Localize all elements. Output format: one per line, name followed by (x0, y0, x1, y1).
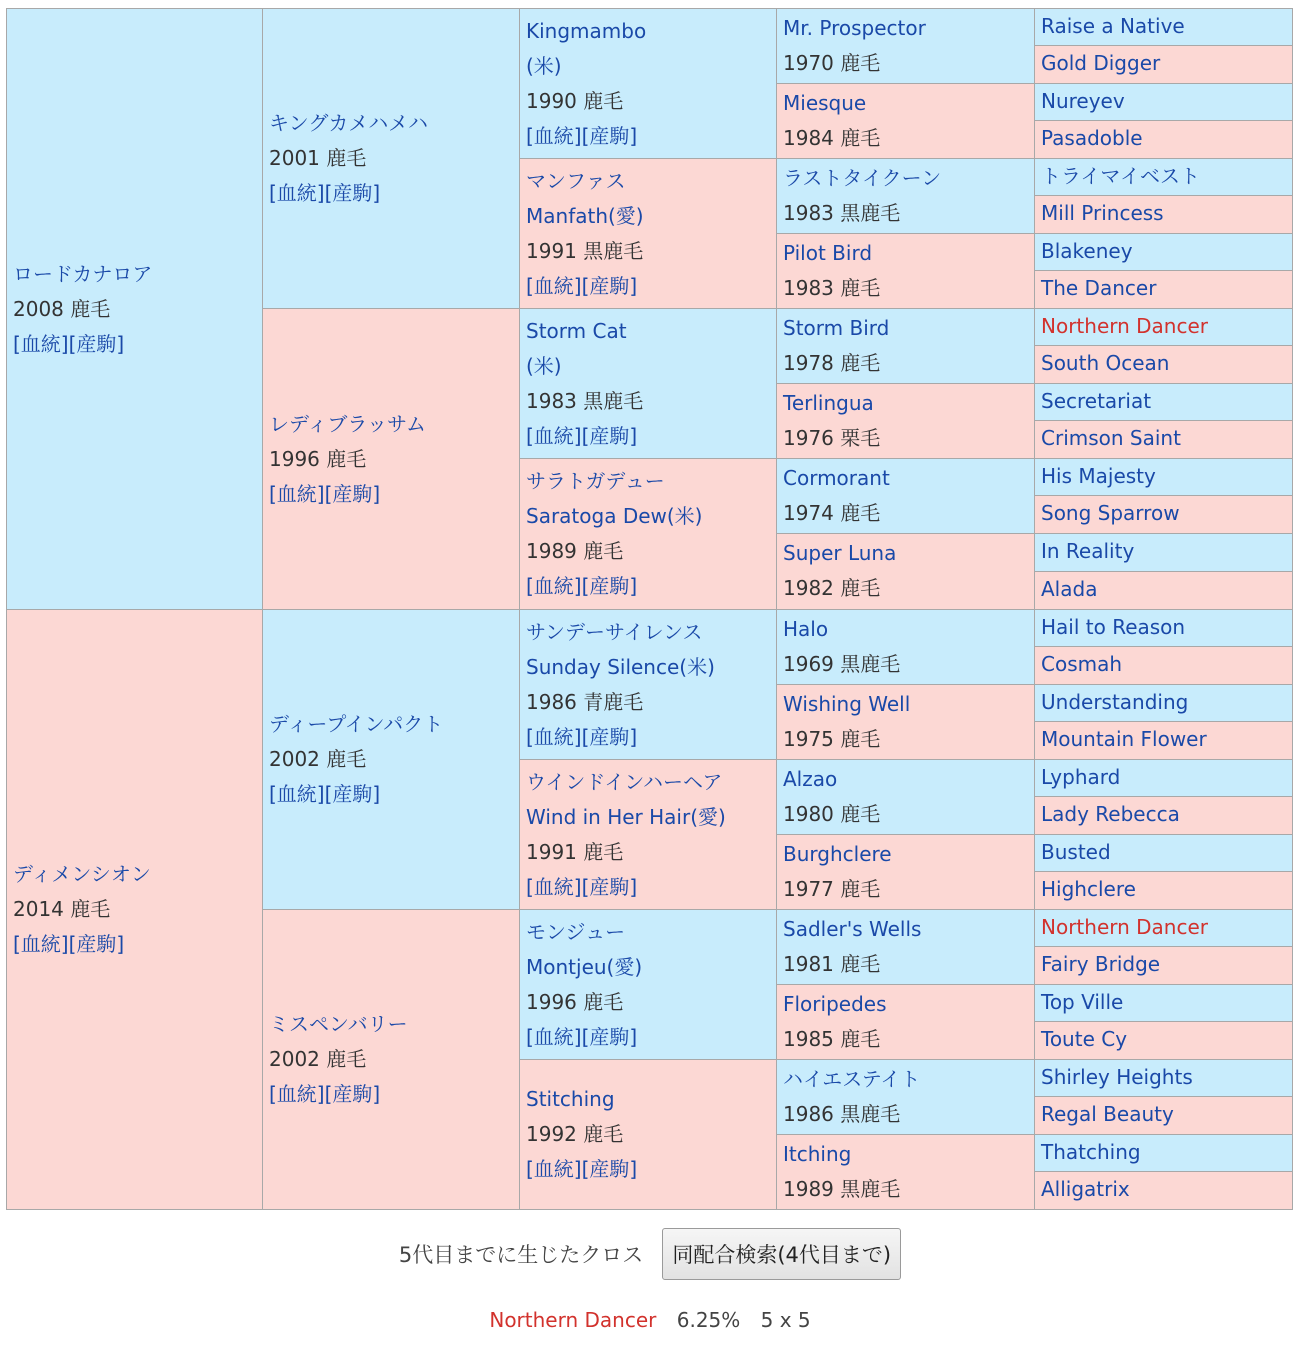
gen5-cell (1034, 1059, 1293, 1097)
horse-name-link[interactable]: レディブラッサム (269, 411, 426, 436)
gen2-cell (262, 8, 520, 309)
horse-name-link[interactable]: Alligatrix (1041, 1177, 1130, 1201)
gen5-cell (1034, 1171, 1293, 1210)
gen5-cell (1034, 609, 1293, 647)
gen5-cell (1034, 1021, 1293, 1060)
gen4-cell (776, 458, 1035, 534)
horse-year-color: 1992 鹿毛 (526, 1122, 624, 1146)
gen5-cell (1034, 759, 1293, 797)
pedigree-table (6, 8, 1293, 1210)
horse-links (526, 419, 776, 454)
horse-year-color: 1975 鹿毛 (783, 727, 881, 751)
horse-name-link[interactable]: Toute Cy (1041, 1027, 1128, 1051)
horse-name-link[interactable]: トライマイベスト (1041, 164, 1200, 188)
horse-year-color: 1983 黒鹿毛 (526, 388, 644, 413)
horse-year-color: 1983 鹿毛 (783, 276, 881, 300)
horse-name-link[interactable]: サンデーサイレンス (526, 619, 703, 644)
gen5-cell (1034, 646, 1293, 685)
cross-list-item (0, 1308, 1300, 1332)
gen5-cell (1034, 684, 1293, 722)
horse-name-link[interactable]: Hail to Reason (1041, 615, 1186, 639)
pedigree-link[interactable]: [血統] (526, 123, 582, 148)
gen5-cell (1034, 158, 1293, 196)
gen5-cell (1034, 458, 1293, 496)
horse-year-color: 1996 鹿毛 (526, 989, 624, 1014)
horse-name-link[interactable]: Super Luna (783, 541, 897, 565)
horse-name-link[interactable]: Crimson Saint (1041, 426, 1181, 450)
gen4-cell (776, 834, 1035, 910)
horse-name-link[interactable]: Busted (1041, 840, 1111, 864)
horse-links (13, 927, 262, 962)
cross-generation: 5 x 5 (760, 1308, 811, 1332)
horse-name-link[interactable]: Alzao (783, 767, 838, 791)
horse-year-color: 1969 黒鹿毛 (783, 652, 901, 676)
offspring-link[interactable]: [産駒] (324, 481, 381, 506)
horse-year-color: 1970 鹿毛 (783, 51, 881, 75)
horse-name-link[interactable]: Top Ville (1041, 990, 1124, 1014)
horse-links (526, 1020, 776, 1055)
gen5-cell (1034, 571, 1293, 610)
gen4-cell (776, 83, 1035, 159)
horse-links (269, 477, 519, 512)
horse-name-link[interactable]: Alada (1041, 577, 1098, 601)
horse-name-link[interactable]: Storm Bird (783, 316, 890, 340)
gen3-cell (519, 8, 777, 159)
gen4-cell (776, 1134, 1035, 1210)
gen3-cell (519, 759, 777, 910)
gen4-cell (776, 759, 1035, 835)
horse-name-link[interactable]: Wishing Well (783, 692, 911, 716)
horse-name-link[interactable]: モンジュー (526, 919, 626, 944)
offspring-link[interactable]: [産駒] (324, 1082, 381, 1106)
horse-name-link[interactable]: Halo (783, 617, 829, 641)
horse-native-name: (米) (526, 53, 562, 78)
horse-name-link[interactable]: Nureyev (1041, 89, 1125, 113)
horse-name-link[interactable]: Highclere (1041, 877, 1136, 901)
gen5-cell (1034, 420, 1293, 459)
horse-links (526, 870, 776, 905)
horse-year-color: 1984 鹿毛 (783, 126, 881, 150)
horse-links (269, 176, 519, 211)
horse-name-link[interactable]: ディメンシオン (13, 862, 151, 886)
horse-name-link[interactable]: Raise a Native (1041, 14, 1185, 38)
offspring-link[interactable]: [産駒] (324, 181, 381, 205)
horse-name-link[interactable]: Pasadoble (1041, 126, 1143, 150)
gen4-cell (776, 8, 1035, 84)
horse-name-link[interactable]: マンファス (526, 168, 626, 193)
horse-name-link[interactable]: Song Sparrow (1041, 501, 1180, 525)
horse-name-link[interactable]: Pilot Bird (783, 241, 873, 265)
horse-name-link[interactable]: Fairy Bridge (1041, 952, 1161, 976)
horse-links (526, 269, 776, 304)
gen1-cell-dam (6, 609, 263, 1210)
horse-year-color: 1989 黒鹿毛 (783, 1177, 901, 1201)
pedigree-link[interactable]: [血統] (269, 782, 325, 806)
horse-name-link[interactable]: ミスペンバリー (269, 1012, 408, 1036)
horse-name-link[interactable]: In Reality (1041, 539, 1135, 563)
offspring-link[interactable]: [産駒] (68, 331, 125, 356)
gen5-cell (1034, 345, 1293, 384)
pedigree-link[interactable]: [血統] (269, 1082, 325, 1106)
horse-year-color: 2014 鹿毛 (13, 897, 111, 921)
horse-links (269, 777, 519, 812)
gen5-cell (1034, 984, 1293, 1022)
horse-year-color: 1977 鹿毛 (783, 877, 881, 901)
gen4-cell (776, 233, 1035, 309)
horse-year-color: 2002 鹿毛 (269, 747, 367, 771)
horse-name-link[interactable]: The Dancer (1041, 276, 1157, 300)
horse-year-color: 1986 黒鹿毛 (783, 1102, 901, 1126)
horse-name-link[interactable]: Terlingua (783, 391, 874, 415)
offspring-link[interactable]: [産駒] (581, 273, 638, 298)
horse-name-link[interactable]: Burghclere (783, 842, 892, 866)
horse-native-name: Sunday Silence(米) (526, 654, 715, 679)
horse-name-link[interactable]: Northern Dancer (1041, 915, 1209, 939)
gen4-cell (776, 383, 1035, 459)
gen5-cell (1034, 270, 1293, 309)
pedigree-link[interactable]: [血統] (13, 331, 69, 356)
horse-year-color: 1986 青鹿毛 (526, 689, 644, 714)
gen5-cell (1034, 834, 1293, 872)
gen4-cell (776, 308, 1035, 384)
pedigree-link[interactable]: [血統] (526, 574, 582, 598)
horse-links (526, 119, 776, 154)
gen2-cell (262, 609, 520, 910)
horse-year-color: 1983 黒鹿毛 (783, 201, 901, 225)
gen4-cell (776, 684, 1035, 760)
horse-name-link[interactable]: ディープインパクト (269, 712, 444, 736)
gen5-cell (1034, 383, 1293, 421)
horse-year-color: 1991 黒鹿毛 (526, 238, 644, 263)
horse-name-link[interactable]: Floripedes (783, 992, 887, 1016)
horse-year-color: 1974 鹿毛 (783, 501, 881, 525)
gen5-cell (1034, 871, 1293, 910)
horse-name-link[interactable]: ウインドインハーヘア (526, 769, 723, 794)
pedigree-link[interactable]: [血統] (269, 481, 325, 506)
horse-name-link[interactable]: Mill Princess (1041, 201, 1164, 225)
horse-name-link[interactable]: Mountain Flower (1041, 727, 1207, 751)
horse-year-color: 1985 鹿毛 (783, 1027, 881, 1051)
horse-name-link[interactable]: Itching (783, 1142, 852, 1166)
same-breeding-search-button[interactable]: 同配合検索(4代目まで) (662, 1228, 901, 1280)
gen3-cell (519, 1059, 777, 1210)
horse-name-link[interactable]: キングカメハメハ (269, 111, 428, 135)
horse-links (526, 1152, 776, 1187)
horse-name-link[interactable]: Blakeney (1041, 239, 1133, 263)
offspring-link[interactable]: [産駒] (581, 1157, 638, 1181)
horse-name-link[interactable]: Lyphard (1041, 765, 1121, 789)
pedigree-link[interactable]: [血統] (526, 1024, 582, 1049)
horse-year-color: 1982 鹿毛 (783, 576, 881, 600)
offspring-link[interactable]: [産駒] (324, 782, 381, 806)
horse-name-link[interactable]: South Ocean (1041, 351, 1170, 375)
gen5-cell (1034, 233, 1293, 271)
gen3-cell (519, 158, 777, 309)
horse-name-link[interactable]: Sadler's Wells (783, 917, 922, 941)
horse-native-name: Saratoga Dew(米) (526, 504, 703, 528)
gen5-cell (1034, 308, 1293, 346)
horse-links (13, 327, 262, 362)
offspring-link[interactable]: [産駒] (581, 423, 638, 448)
cross-label: 5代目までに生じたクロス (398, 1243, 644, 1267)
horse-links (526, 720, 776, 755)
horse-name-link[interactable]: Lady Rebecca (1041, 802, 1180, 826)
horse-name-link[interactable]: Understanding (1041, 690, 1189, 714)
horse-year-color: 1981 鹿毛 (783, 952, 881, 976)
horse-year-color: 1989 鹿毛 (526, 539, 624, 563)
gen3-cell (519, 609, 777, 760)
horse-native-name: Montjeu(愛) (526, 954, 643, 979)
gen4-cell (776, 609, 1035, 685)
pedigree-link[interactable]: [血統] (526, 874, 582, 899)
horse-name-link[interactable]: サラトガデュー (526, 469, 665, 493)
gen5-cell (1034, 946, 1293, 985)
gen1-cell-sire (6, 8, 263, 610)
horse-name-link[interactable]: Thatching (1041, 1140, 1141, 1164)
gen5-cell (1034, 45, 1293, 84)
horse-name-link[interactable]: Shirley Heights (1041, 1065, 1193, 1089)
horse-native-name: Wind in Her Hair(愛) (526, 804, 726, 829)
horse-name-link[interactable]: Cormorant (783, 466, 890, 490)
gen5-cell (1034, 120, 1293, 159)
horse-name-link[interactable]: Secretariat (1041, 389, 1152, 413)
gen5-cell (1034, 83, 1293, 121)
offspring-link[interactable]: [産駒] (581, 1024, 638, 1049)
offspring-link[interactable]: [産駒] (68, 932, 125, 956)
horse-name-link[interactable]: ラストタイクーン (783, 166, 942, 190)
gen4-cell (776, 158, 1035, 234)
pedigree-link[interactable]: [血統] (526, 724, 582, 749)
gen5-cell (1034, 909, 1293, 947)
horse-name-link[interactable]: Stitching (526, 1087, 615, 1111)
horse-name-link[interactable]: Regal Beauty (1041, 1102, 1174, 1126)
pedigree-link[interactable]: [血統] (526, 273, 582, 298)
offspring-link[interactable]: [産駒] (581, 874, 638, 899)
horse-native-name: (米) (526, 353, 562, 378)
gen3-cell (519, 458, 777, 610)
pedigree-link[interactable]: [血統] (526, 423, 582, 448)
offspring-link[interactable]: [産駒] (581, 724, 638, 749)
gen5-cell (1034, 721, 1293, 760)
horse-year-color: 1991 鹿毛 (526, 839, 624, 864)
horse-name-link[interactable]: Storm Cat (526, 318, 627, 343)
horse-name-link[interactable]: His Majesty (1041, 464, 1156, 488)
horse-year-color: 1976 栗毛 (783, 426, 881, 450)
gen5-cell (1034, 796, 1293, 835)
horse-name-link[interactable]: Northern Dancer (1041, 314, 1209, 338)
cross-horse-link[interactable]: Northern Dancer (489, 1308, 657, 1332)
gen3-cell (519, 909, 777, 1060)
horse-name-link[interactable]: ハイエステイト (783, 1067, 921, 1091)
horse-name-link[interactable]: Cosmah (1041, 652, 1123, 676)
gen4-cell (776, 909, 1035, 985)
pedigree-link[interactable]: [血統] (13, 932, 69, 956)
horse-year-color: 2002 鹿毛 (269, 1047, 367, 1071)
offspring-link[interactable]: [産駒] (581, 123, 638, 148)
horse-name-link[interactable]: Miesque (783, 91, 867, 115)
gen4-cell (776, 1059, 1035, 1135)
gen5-cell (1034, 195, 1293, 234)
gen2-cell (262, 909, 520, 1210)
horse-name-link[interactable]: Gold Digger (1041, 51, 1161, 75)
horse-name-link[interactable]: ロードカナロア (13, 261, 153, 286)
gen5-cell (1034, 495, 1293, 534)
horse-year-color: 1980 鹿毛 (783, 802, 881, 826)
gen5-cell (1034, 1096, 1293, 1135)
pedigree-link[interactable]: [血統] (526, 1157, 582, 1181)
horse-year-color: 1996 鹿毛 (269, 446, 367, 471)
gen5-cell (1034, 533, 1293, 572)
horse-name-link[interactable]: Mr. Prospector (783, 16, 926, 40)
horse-year-color: 2008 鹿毛 (13, 296, 111, 321)
gen4-cell (776, 984, 1035, 1060)
offspring-link[interactable]: [産駒] (581, 574, 638, 598)
horse-links (269, 1077, 519, 1112)
gen5-cell (1034, 1134, 1293, 1172)
gen4-cell (776, 533, 1035, 610)
horse-native-name: Manfath(愛) (526, 203, 644, 228)
gen5-cell (1034, 8, 1293, 46)
gen3-cell (519, 308, 777, 459)
cross-search-row (0, 1228, 1300, 1280)
horse-year-color: 2001 鹿毛 (269, 146, 367, 170)
horse-links (526, 569, 776, 604)
horse-year-color: 1978 鹿毛 (783, 351, 881, 375)
horse-name-link[interactable]: Kingmambo (526, 18, 647, 43)
pedigree-link[interactable]: [血統] (269, 181, 325, 205)
cross-percent: 6.25% (676, 1308, 741, 1332)
gen2-cell (262, 308, 520, 610)
horse-year-color: 1990 鹿毛 (526, 88, 624, 113)
